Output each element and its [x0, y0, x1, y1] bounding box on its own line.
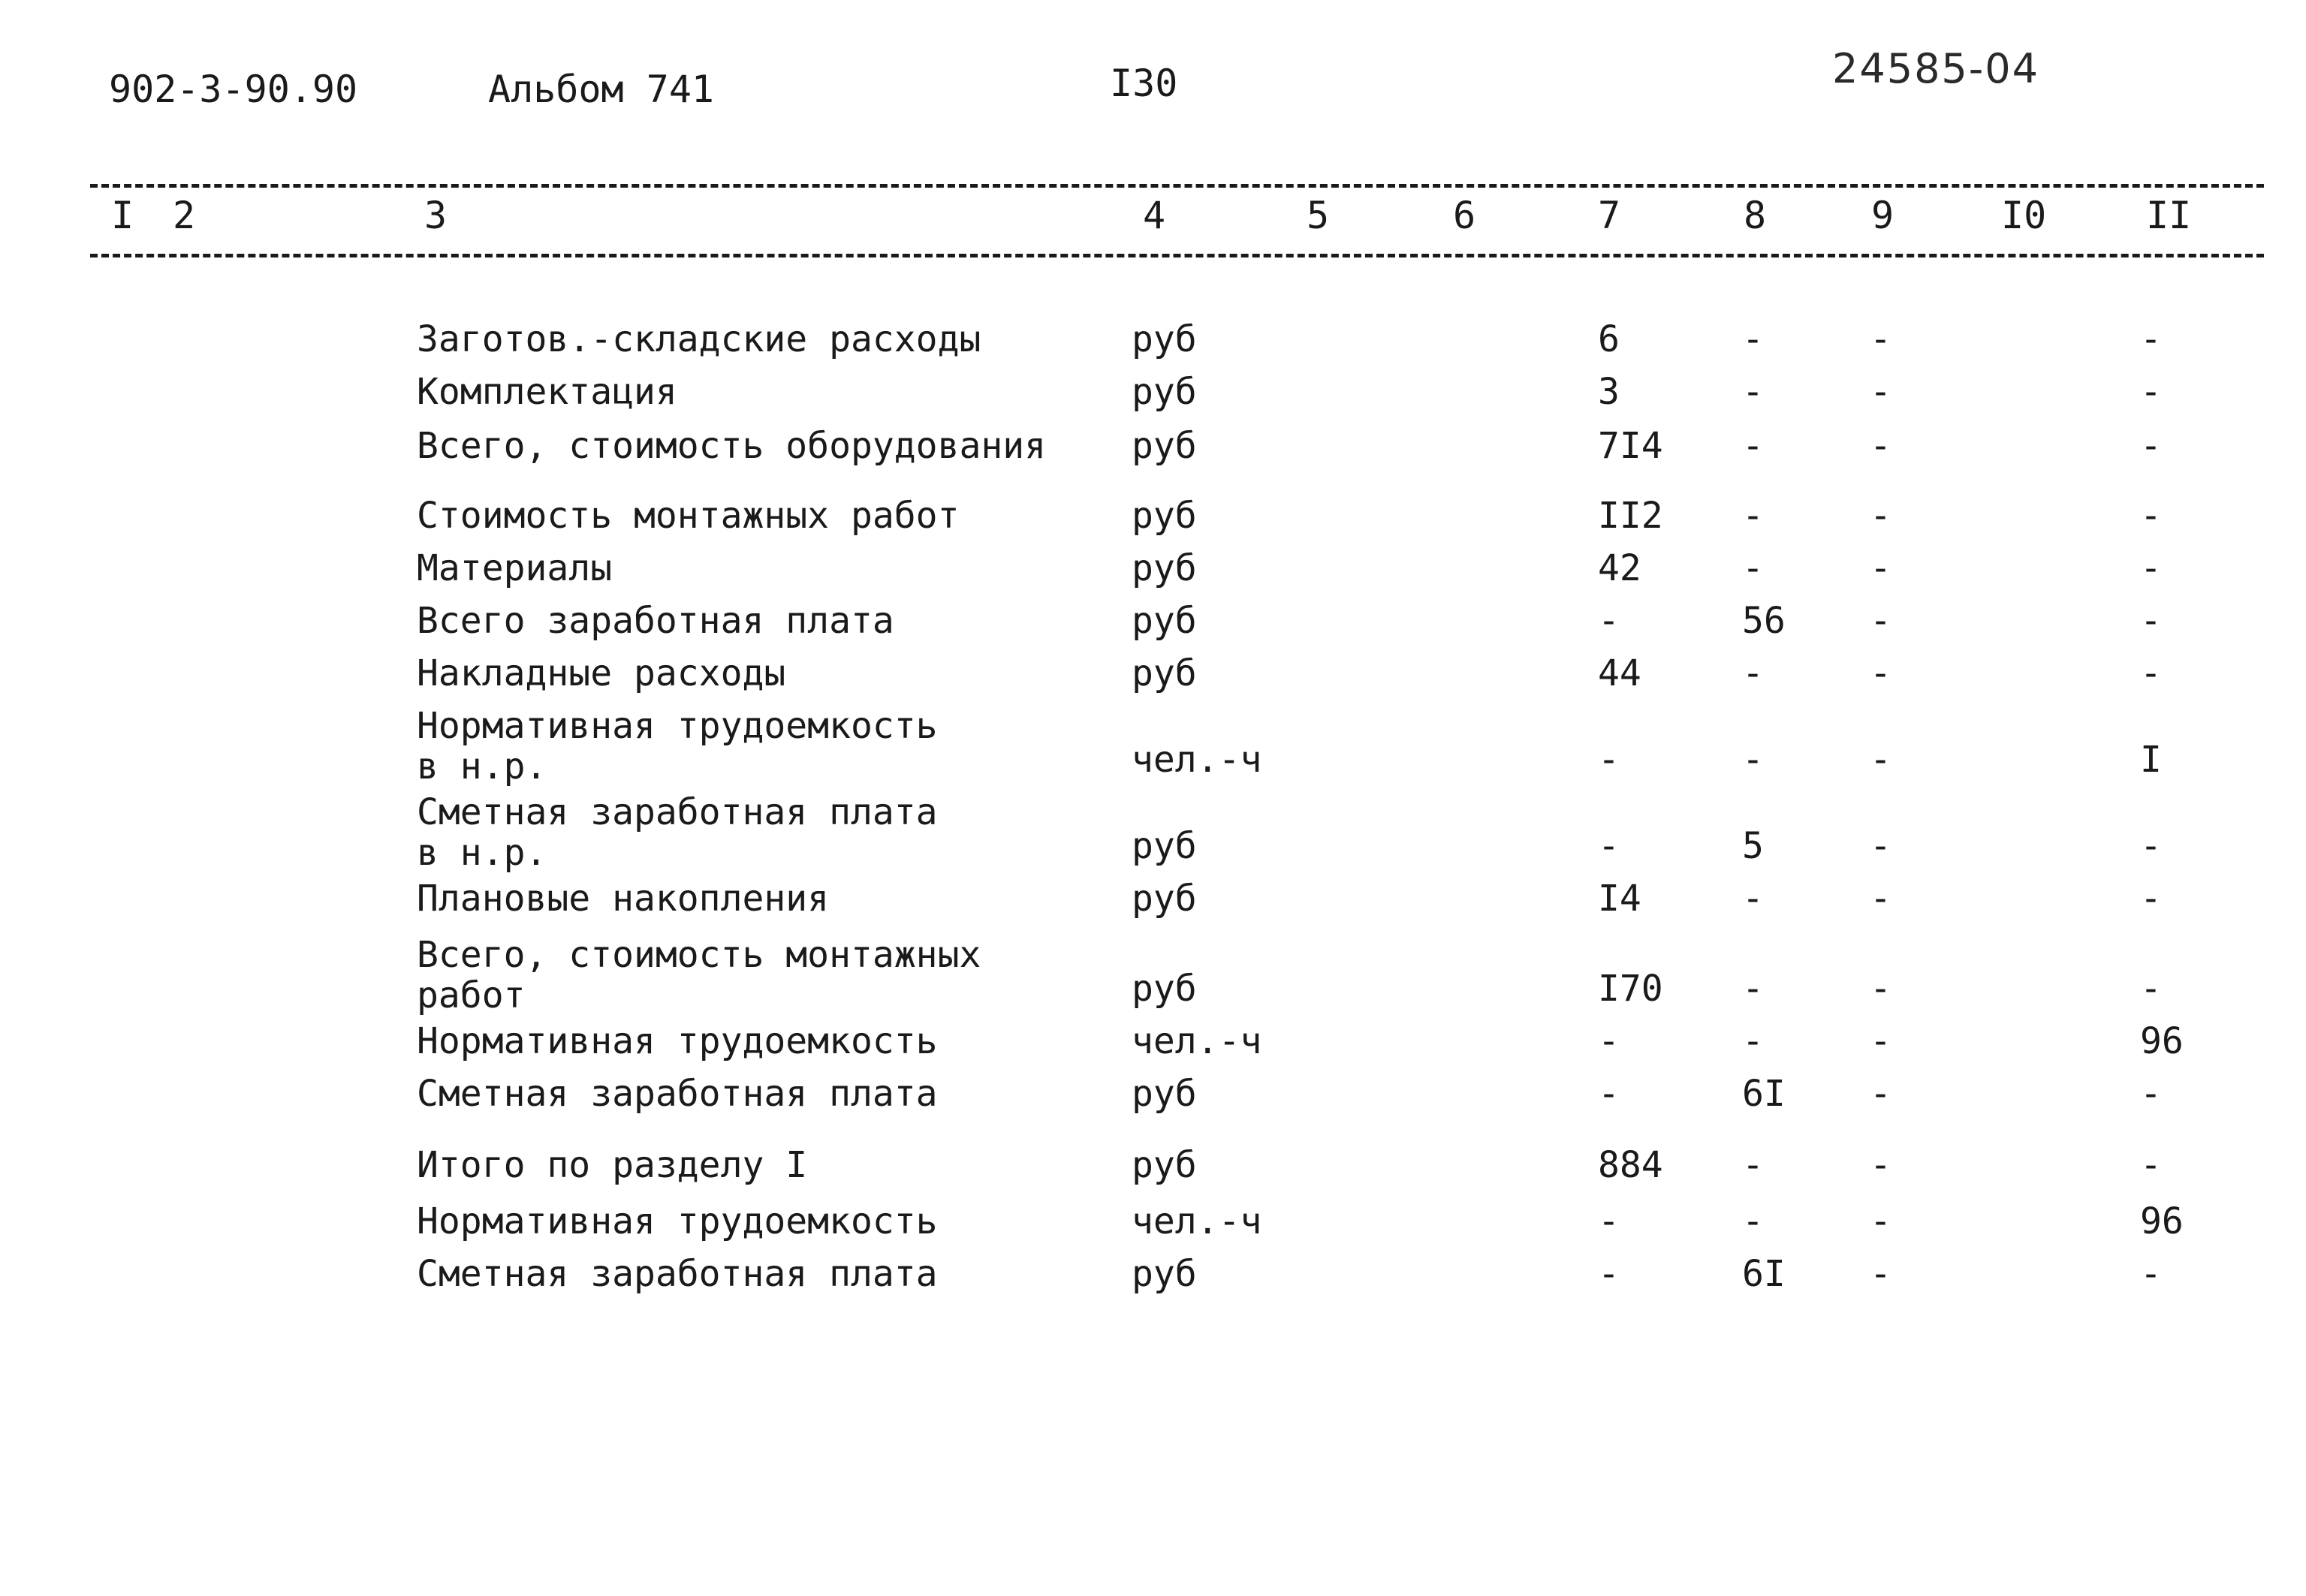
col9-value: -	[1870, 1020, 1892, 1062]
col11-value: 96	[2140, 1020, 2184, 1062]
row-label: Нормативная трудоемкость	[417, 1200, 938, 1242]
unit-cell: руб	[1132, 495, 1197, 537]
unit-cell: руб	[1132, 878, 1197, 920]
column-number: 5	[1307, 194, 1330, 237]
col9-value: -	[1870, 825, 1892, 867]
column-number: I	[111, 194, 134, 237]
unit-cell: чел.-ч	[1132, 1020, 1262, 1062]
table-top-rule	[90, 184, 2264, 188]
col8-value: 6I	[1742, 1073, 1786, 1115]
unit-cell: руб	[1132, 371, 1197, 413]
row-label: Всего, стоимость оборудования	[417, 425, 1047, 467]
col11-value: -	[2140, 1144, 2162, 1186]
row-label: Комплектация	[417, 371, 677, 413]
unit-cell: чел.-ч	[1132, 1200, 1262, 1242]
col11-value: -	[2140, 425, 2162, 467]
col7-value: -	[1598, 600, 1620, 642]
col11-value: -	[2140, 547, 2162, 589]
col9-value: -	[1870, 652, 1892, 694]
col11-value: -	[2140, 878, 2162, 920]
row-label: Сметная заработная плата	[417, 1073, 938, 1115]
column-number: I0	[2001, 194, 2047, 237]
col9-value: -	[1870, 425, 1892, 467]
col7-value: 6	[1598, 318, 1620, 360]
col9-value: -	[1870, 495, 1892, 537]
col7-value: I70	[1598, 968, 1663, 1010]
col8-value: -	[1742, 1200, 1764, 1242]
page-number: I30	[1110, 62, 1178, 105]
col8-value: 5	[1742, 825, 1764, 867]
col8-value: -	[1742, 318, 1764, 360]
col9-value: -	[1870, 371, 1892, 413]
col9-value: -	[1870, 739, 1892, 781]
col11-value: -	[2140, 968, 2162, 1010]
col7-value: II2	[1598, 495, 1663, 537]
col8-value: -	[1742, 968, 1764, 1010]
handwritten-stamp: 24585-04	[1832, 45, 2039, 92]
col9-value: -	[1870, 318, 1892, 360]
row-label: Нормативная трудоемкость в н.р.	[417, 705, 938, 787]
col11-value: -	[2140, 318, 2162, 360]
column-number: 4	[1143, 194, 1166, 237]
row-label: Нормативная трудоемкость	[417, 1020, 938, 1062]
unit-cell: руб	[1132, 318, 1197, 360]
col8-value: -	[1742, 739, 1764, 781]
col7-value: -	[1598, 1200, 1620, 1242]
col9-value: -	[1870, 1200, 1892, 1242]
column-number: 8	[1744, 194, 1767, 237]
col8-value: -	[1742, 425, 1764, 467]
col11-value: I	[2140, 739, 2162, 781]
col7-value: I4	[1598, 878, 1641, 920]
col11-value: -	[2140, 1253, 2162, 1295]
row-label: Сметная заработная плата в н.р.	[417, 791, 938, 874]
col11-value: -	[2140, 825, 2162, 867]
col8-value: -	[1742, 652, 1764, 694]
col11-value: -	[2140, 1073, 2162, 1115]
column-number: II	[2146, 194, 2192, 237]
row-label: Всего, стоимость монтажных работ	[417, 934, 981, 1016]
unit-cell: руб	[1132, 1144, 1197, 1186]
document-code: 902-3-90.90	[109, 68, 358, 111]
col11-value: -	[2140, 652, 2162, 694]
row-label: Итого по разделу I	[417, 1144, 808, 1186]
col11-value: -	[2140, 371, 2162, 413]
col7-value: -	[1598, 825, 1620, 867]
col8-value: -	[1742, 495, 1764, 537]
col11-value: 96	[2140, 1200, 2184, 1242]
col7-value: 884	[1598, 1144, 1663, 1186]
row-label: Всего заработная плата	[417, 600, 894, 642]
album-label: Альбом 741	[488, 68, 715, 111]
row-label: Материалы	[417, 547, 613, 589]
row-label: Заготов.-складские расходы	[417, 318, 981, 360]
col9-value: -	[1870, 1144, 1892, 1186]
col9-value: -	[1870, 968, 1892, 1010]
column-number: 2	[173, 194, 196, 237]
col8-value: -	[1742, 1144, 1764, 1186]
col7-value: 42	[1598, 547, 1641, 589]
col8-value: -	[1742, 371, 1764, 413]
col7-value: -	[1598, 1253, 1620, 1295]
table-header-rule	[90, 254, 2264, 257]
unit-cell: руб	[1132, 825, 1197, 867]
column-number: 3	[424, 194, 448, 237]
column-number: 6	[1453, 194, 1476, 237]
unit-cell: чел.-ч	[1132, 739, 1262, 781]
col8-value: -	[1742, 547, 1764, 589]
col11-value: -	[2140, 600, 2162, 642]
col7-value: -	[1598, 1020, 1620, 1062]
col8-value: -	[1742, 878, 1764, 920]
row-label: Стоимость монтажных работ	[417, 495, 960, 537]
row-label: Плановые накопления	[417, 878, 830, 920]
col7-value: 3	[1598, 371, 1620, 413]
col9-value: -	[1870, 1073, 1892, 1115]
col7-value: -	[1598, 739, 1620, 781]
unit-cell: руб	[1132, 1253, 1197, 1295]
col8-value: -	[1742, 1020, 1764, 1062]
unit-cell: руб	[1132, 600, 1197, 642]
column-number: 7	[1598, 194, 1621, 237]
col7-value: 44	[1598, 652, 1641, 694]
col11-value: -	[2140, 495, 2162, 537]
row-label: Накладные расходы	[417, 652, 786, 694]
unit-cell: руб	[1132, 547, 1197, 589]
col8-value: 56	[1742, 600, 1786, 642]
col8-value: 6I	[1742, 1253, 1786, 1295]
col9-value: -	[1870, 1253, 1892, 1295]
col7-value: 7I4	[1598, 425, 1663, 467]
unit-cell: руб	[1132, 652, 1197, 694]
column-number: 9	[1871, 194, 1895, 237]
unit-cell: руб	[1132, 1073, 1197, 1115]
unit-cell: руб	[1132, 425, 1197, 467]
col9-value: -	[1870, 878, 1892, 920]
col7-value: -	[1598, 1073, 1620, 1115]
unit-cell: руб	[1132, 968, 1197, 1010]
col9-value: -	[1870, 600, 1892, 642]
col9-value: -	[1870, 547, 1892, 589]
row-label: Сметная заработная плата	[417, 1253, 938, 1295]
